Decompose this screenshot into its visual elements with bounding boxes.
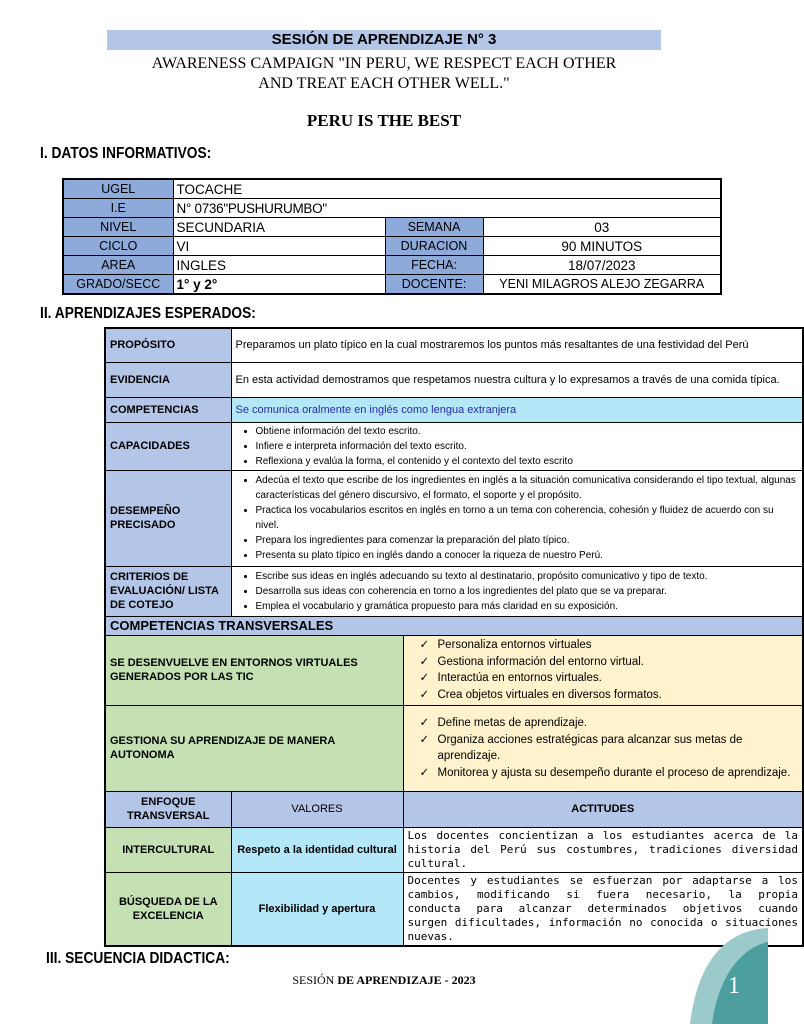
list-item: ✓ Crea objetos virtuales en diversos formatos.: [420, 687, 799, 704]
list-item: • Reflexiona y evalúa la forma, el contenido y el contexto del texto escrito: [256, 454, 799, 469]
grado-value: 1° y 2°: [173, 275, 385, 295]
desempeno-label: DESEMPEÑO PRECISADO: [105, 470, 231, 566]
list-item: • Obtiene información del texto escrito.: [256, 424, 799, 439]
table-row: [105, 635, 803, 705]
grado-label: GRADO/SECC: [63, 275, 173, 295]
section-heading-datos: I. DATOS INFORMATIVOS:: [40, 145, 212, 162]
enfoque-name: INTERCULTURAL: [105, 827, 231, 872]
page-number: 1: [728, 973, 740, 999]
section-heading-aprendizajes: II. APRENDIZAJES ESPERADOS:: [40, 305, 256, 322]
table-row: [105, 422, 803, 470]
criterios-list-cell: [231, 566, 803, 616]
ie-value: N° 0736"PUSHURUMBO": [173, 199, 721, 218]
tic-capacities-cell: [403, 635, 803, 705]
desempeno-list-cell: [231, 470, 803, 566]
tic-checklist: [408, 637, 799, 703]
autonoma-checklist: [408, 715, 799, 781]
semana-label: SEMANA: [385, 218, 483, 237]
autonoma-competence-label: GESTIONA SU APRENDIZAJE DE MANERA AUTONOMA: [105, 705, 403, 791]
capacidades-label: CAPACIDADES: [105, 422, 231, 470]
ugel-label: UGEL: [63, 179, 173, 199]
list-item: ✓ Gestiona información del entorno virtual.: [420, 654, 799, 671]
list-item: ✓ Monitorea y ajusta su desempeño durante el proceso de aprendizaje.: [420, 765, 799, 782]
table-row: [105, 397, 803, 422]
table-row: [105, 566, 803, 616]
fecha-value: 18/07/2023: [483, 256, 721, 275]
area-label: AREA: [63, 256, 173, 275]
ciclo-label: CICLO: [63, 237, 173, 256]
competencias-value: Se comunica oralmente en inglés como lengua extranjera: [231, 397, 803, 422]
list-item: • Presenta su plato típico en inglés dando a conocer la riqueza de nuestro Perú.: [256, 548, 799, 563]
footer-text: DE APRENDIZAJE - 2023: [334, 973, 476, 987]
ciclo-value: VI: [173, 237, 385, 256]
nivel-value: SECUNDARIA: [173, 218, 385, 237]
competencias-label: COMPETENCIAS: [105, 397, 231, 422]
page-footer: [0, 973, 768, 988]
capacidades-list: [236, 424, 799, 469]
table-row: [63, 218, 721, 237]
actitudes-header: ACTITUDES: [403, 791, 803, 827]
list-item: ✓ Organiza acciones estratégicas para alcanzar sus metas de aprendizaje.: [420, 732, 799, 765]
aprendizajes-table: [104, 327, 804, 947]
table-row: [63, 179, 721, 199]
enfoque-header: ENFOQUE TRANSVERSAL: [105, 791, 231, 827]
duracion-value: 90 MINUTOS: [483, 237, 721, 256]
list-item: ✓ Personaliza entornos virtuales: [420, 637, 799, 654]
proposito-label: PROPÓSITO: [105, 328, 231, 362]
list-item: • Emplea el vocabulario y gramática propuesto para más claridad en su exposición.: [256, 599, 799, 614]
desempeno-list: [236, 473, 799, 563]
table-row: [105, 470, 803, 566]
tagline: PERU IS THE BEST: [306, 111, 462, 130]
corner-decoration: [668, 928, 768, 1024]
datos-informativos-table: [62, 178, 722, 295]
enfoque-name: BÚSQUEDA DE LA EXCELENCIA: [105, 872, 231, 946]
session-subtitle: [110, 54, 658, 94]
transversales-header: COMPETENCIAS TRANSVERSALES: [105, 616, 803, 635]
ugel-value: TOCACHE: [173, 179, 721, 199]
criterios-label: CRITERIOS DE EVALUACIÓN/ LISTA DE COTEJO: [105, 566, 231, 616]
enfoque-actitud: Docentes y estudiantes se esfuerzan por adaptarse a los cambios, modificando si fuera necesario, la propia conducta para alcanzar determinados objetivos cuando surgen dificultades, información no conocida o situaciones nuevas.: [403, 872, 803, 946]
criterios-list: [236, 569, 799, 614]
list-item: ✓ Interactúa en entornos virtuales.: [420, 670, 799, 687]
enfoque-valor: Flexibilidad y apertura: [231, 872, 403, 946]
fecha-label: FECHA:: [385, 256, 483, 275]
table-row: [105, 705, 803, 791]
autonoma-capacities-cell: [403, 705, 803, 791]
enfoque-valor: Respeto a la identidad cultural: [231, 827, 403, 872]
capacidades-list-cell: [231, 422, 803, 470]
table-row: [63, 199, 721, 218]
tic-competence-label: SE DESENVUELVE EN ENTORNOS VIRTUALES GENERADOS POR LAS TIC: [105, 635, 403, 705]
enfoque-actitud: Los docentes concientizan a los estudiantes acerca de la historia del Perú sus costumbres, tradiciones diversidad cultural.: [403, 827, 803, 872]
subtitle-line-2: AND TREAT EACH OTHER WELL.": [258, 75, 510, 92]
area-value: INGLES: [173, 256, 385, 275]
list-item: • Adecúa el texto que escribe de los ingredientes en inglés a la situación comunicativa considerando el tipo textual, algunas características del género discursivo, el formato, el soporte y el propósito.: [256, 473, 799, 503]
duracion-label: DURACION: [385, 237, 483, 256]
subtitle-line-1: AWARENESS CAMPAIGN "IN PERU, WE RESPECT EACH OTHER: [151, 55, 617, 72]
section-heading-secuencia: III. SECUENCIA DIDACTICA:: [46, 950, 230, 967]
footer-prefix: SESIÓN: [292, 973, 335, 987]
nivel-label: NIVEL: [63, 218, 173, 237]
list-item: ✓ Define metas de aprendizaje.: [420, 715, 799, 732]
aprendizajes-table-wrap: [104, 327, 798, 943]
evidencia-value: En esta actividad demostramos que respetamos nuestra cultura y lo expresamos a través de una comida típica.: [231, 362, 803, 397]
session-title: SESIÓN DE APRENDIZAJE N° 3: [107, 30, 661, 50]
table-row: [63, 237, 721, 256]
table-row: [63, 256, 721, 275]
valores-header: VALORES: [231, 791, 403, 827]
table-row: [105, 328, 803, 362]
docente-value: YENI MILAGROS ALEJO ZEGARRA: [483, 275, 721, 295]
semana-value: 03: [483, 218, 721, 237]
table-row: [105, 616, 803, 635]
table-row: [63, 275, 721, 295]
list-item: • Desarrolla sus ideas con coherencia en torno a los ingredientes del plato que se va preparar.: [256, 584, 799, 599]
table-row: [105, 791, 803, 827]
list-item: • Escribe sus ideas en inglés adecuando su texto al destinatario, propósito comunicativo y tipo de texto.: [256, 569, 799, 584]
list-item: • Prepara los ingredientes para comenzar la preparación del plato típico.: [256, 533, 799, 548]
evidencia-label: EVIDENCIA: [105, 362, 231, 397]
table-row: [105, 362, 803, 397]
proposito-value: Preparamos un plato típico en la cual mostraremos los puntos más resaltantes de una festividad del Perú: [231, 328, 803, 362]
docente-label: DOCENTE:: [385, 275, 483, 295]
ie-label: I.E: [63, 199, 173, 218]
list-item: • Infiere e interpreta información del texto escrito.: [256, 439, 799, 454]
list-item: • Practica los vocabularios escritos en inglés en torno a un tema con coherencia, cohesión y fluidez de acuerdo con su nivel.: [256, 503, 799, 533]
table-row: [105, 827, 803, 872]
